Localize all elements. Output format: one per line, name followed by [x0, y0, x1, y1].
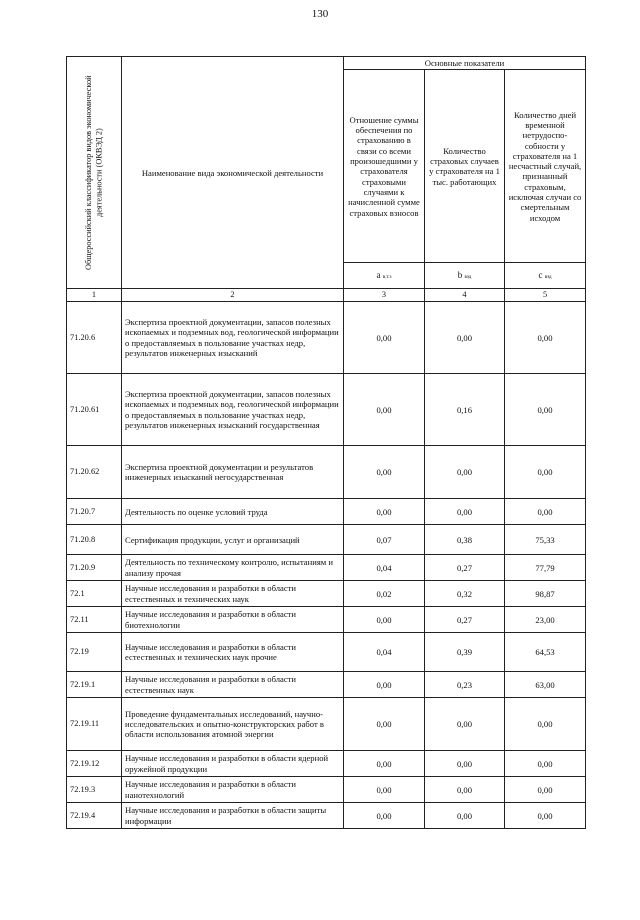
okved-code-cell: 71.20.6 — [67, 302, 122, 374]
ratio-value-cell: 0,00 — [344, 803, 425, 829]
ratio-value-cell: 0,00 — [344, 499, 425, 525]
days-value-cell: 0,00 — [505, 777, 586, 803]
okved-code-cell: 72.19.1 — [67, 672, 122, 698]
okved-code-cell: 71.20.9 — [67, 555, 122, 581]
okved-code-cell: 72.19.11 — [67, 698, 122, 751]
column-number: 3 — [344, 289, 425, 302]
ratio-value-cell: 0,00 — [344, 607, 425, 633]
ratio-value-cell: 0,07 — [344, 525, 425, 555]
okved-code-cell: 71.20.7 — [67, 499, 122, 525]
table-row — [67, 698, 586, 751]
activity-name-cell: Экспертиза проектной документации, запасов полезных ископаемых и подземных вод, геологической информации о предоставляемых в пользование участках недр, результатов инженерных изысканий государственная — [122, 374, 344, 446]
days-header: Количество дней временной нетрудоспо-собности у страхователя на 1 несчастный случай, признанный страховым, исключая случаи со смертельным исходом — [505, 70, 586, 263]
cases-value-cell: 0,00 — [425, 698, 505, 751]
cases-value-cell: 0,00 — [425, 446, 505, 499]
table-row — [67, 302, 586, 374]
cases-value-cell: 0,27 — [425, 607, 505, 633]
days-value-cell: 0,00 — [505, 751, 586, 777]
table-row — [67, 672, 586, 698]
cases-value-cell: 0,39 — [425, 633, 505, 672]
cases-value-cell: 0,38 — [425, 525, 505, 555]
activity-name-header: Наименование вида экономической деятельности — [122, 57, 344, 289]
main-indicators-header: Основные показатели — [344, 57, 586, 70]
table-row — [67, 751, 586, 777]
days-value-cell: 75,33 — [505, 525, 586, 555]
days-value-cell: 63,00 — [505, 672, 586, 698]
cases-value-cell: 0,00 — [425, 302, 505, 374]
days-value-cell: 0,00 — [505, 698, 586, 751]
okved-code-cell: 72.1 — [67, 581, 122, 607]
table-row — [67, 374, 586, 446]
ratio-value-cell: 0,04 — [344, 633, 425, 672]
okved-code-cell: 71.20.62 — [67, 446, 122, 499]
column-number: 4 — [425, 289, 505, 302]
activity-name-cell: Деятельность по оценке условий труда — [122, 499, 344, 525]
ratio-value-cell: 0,00 — [344, 672, 425, 698]
page-number: 130 — [311, 8, 329, 20]
table-row — [67, 777, 586, 803]
ratio-value-cell: 0,00 — [344, 302, 425, 374]
ratio-header: Отношение суммы обеспечения по страхованию в связи со всеми произошедшими у страхователя страховыми случаями к начисленной сумме страховых взносов — [344, 70, 425, 263]
days-value-cell: 0,00 — [505, 374, 586, 446]
column-number-row — [67, 289, 586, 302]
table-row — [67, 499, 586, 525]
ratio-value-cell: 0,00 — [344, 777, 425, 803]
ratio-value-cell: 0,02 — [344, 581, 425, 607]
symbol-b: b вэд — [425, 263, 505, 289]
okved-code-cell: 71.20.8 — [67, 525, 122, 555]
table-row — [67, 555, 586, 581]
activity-name-cell: Научные исследования и разработки в области защиты информации — [122, 803, 344, 829]
activity-name-cell: Научные исследования и разработки в области ядерной оружейной продукции — [122, 751, 344, 777]
activity-name-cell: Научные исследования и разработки в области естественных наук — [122, 672, 344, 698]
symbol-c: c вэд — [505, 263, 586, 289]
days-value-cell: 0,00 — [505, 446, 586, 499]
ratio-value-cell: 0,00 — [344, 751, 425, 777]
table-row — [67, 803, 586, 829]
activity-name-cell: Экспертиза проектной документации и результатов инженерных изысканий негосударственная — [122, 446, 344, 499]
cases-header: Количество страховых случаев у страхователя на 1 тыс. работающих — [425, 70, 505, 263]
cases-value-cell: 0,16 — [425, 374, 505, 446]
cases-value-cell: 0,23 — [425, 672, 505, 698]
table-row — [67, 607, 586, 633]
ratio-value-cell: 0,00 — [344, 446, 425, 499]
cases-value-cell: 0,32 — [425, 581, 505, 607]
table-row — [67, 633, 586, 672]
days-value-cell: 0,00 — [505, 803, 586, 829]
okved-header: Общероссийский классификатор видов экономической деятельности (ОКВЭД 2) — [67, 57, 122, 289]
table-row — [67, 446, 586, 499]
column-number: 2 — [122, 289, 344, 302]
ratio-value-cell: 0,04 — [344, 555, 425, 581]
ratio-value-cell: 0,00 — [344, 374, 425, 446]
cases-value-cell: 0,27 — [425, 555, 505, 581]
column-number: 5 — [505, 289, 586, 302]
okved-code-cell: 72.19 — [67, 633, 122, 672]
days-value-cell: 98,87 — [505, 581, 586, 607]
days-value-cell: 23,00 — [505, 607, 586, 633]
activity-name-cell: Научные исследования и разработки в области естественных и технических наук прочие — [122, 633, 344, 672]
ratio-value-cell: 0,00 — [344, 698, 425, 751]
okved-code-cell: 72.11 — [67, 607, 122, 633]
activity-name-cell: Экспертиза проектной документации, запасов полезных ископаемых и подземных вод, геологической информации о предоставляемых в пользование участках недр, результатов инженерных изысканий — [122, 302, 344, 374]
days-value-cell: 77,79 — [505, 555, 586, 581]
table-row — [67, 525, 586, 555]
activity-name-cell: Сертификация продукции, услуг и организаций — [122, 525, 344, 555]
symbol-a: a в.т.з — [344, 263, 425, 289]
okved-code-cell: 72.19.12 — [67, 751, 122, 777]
days-value-cell: 0,00 — [505, 499, 586, 525]
column-number: 1 — [67, 289, 122, 302]
days-value-cell: 64,53 — [505, 633, 586, 672]
cases-value-cell: 0,00 — [425, 803, 505, 829]
cases-value-cell: 0,00 — [425, 751, 505, 777]
activity-name-cell: Научные исследования и разработки в области естественных и технических наук — [122, 581, 344, 607]
days-value-cell: 0,00 — [505, 302, 586, 374]
activity-name-cell: Деятельность по техническому контролю, испытаниям и анализу прочая — [122, 555, 344, 581]
table-row — [67, 581, 586, 607]
activity-name-cell: Научные исследования и разработки в области нанотехнологий — [122, 777, 344, 803]
activity-name-cell: Проведение фундаментальных исследований, научно-исследовательских и опытно-конструкторских работ в области использования атомной энергии — [122, 698, 344, 751]
okved-code-cell: 72.19.4 — [67, 803, 122, 829]
okved-code-cell: 71.20.61 — [67, 374, 122, 446]
insurance-indicators-table — [66, 56, 586, 829]
activity-name-cell: Научные исследования и разработки в области биотехнологии — [122, 607, 344, 633]
okved-code-cell: 72.19.3 — [67, 777, 122, 803]
cases-value-cell: 0,00 — [425, 499, 505, 525]
cases-value-cell: 0,00 — [425, 777, 505, 803]
